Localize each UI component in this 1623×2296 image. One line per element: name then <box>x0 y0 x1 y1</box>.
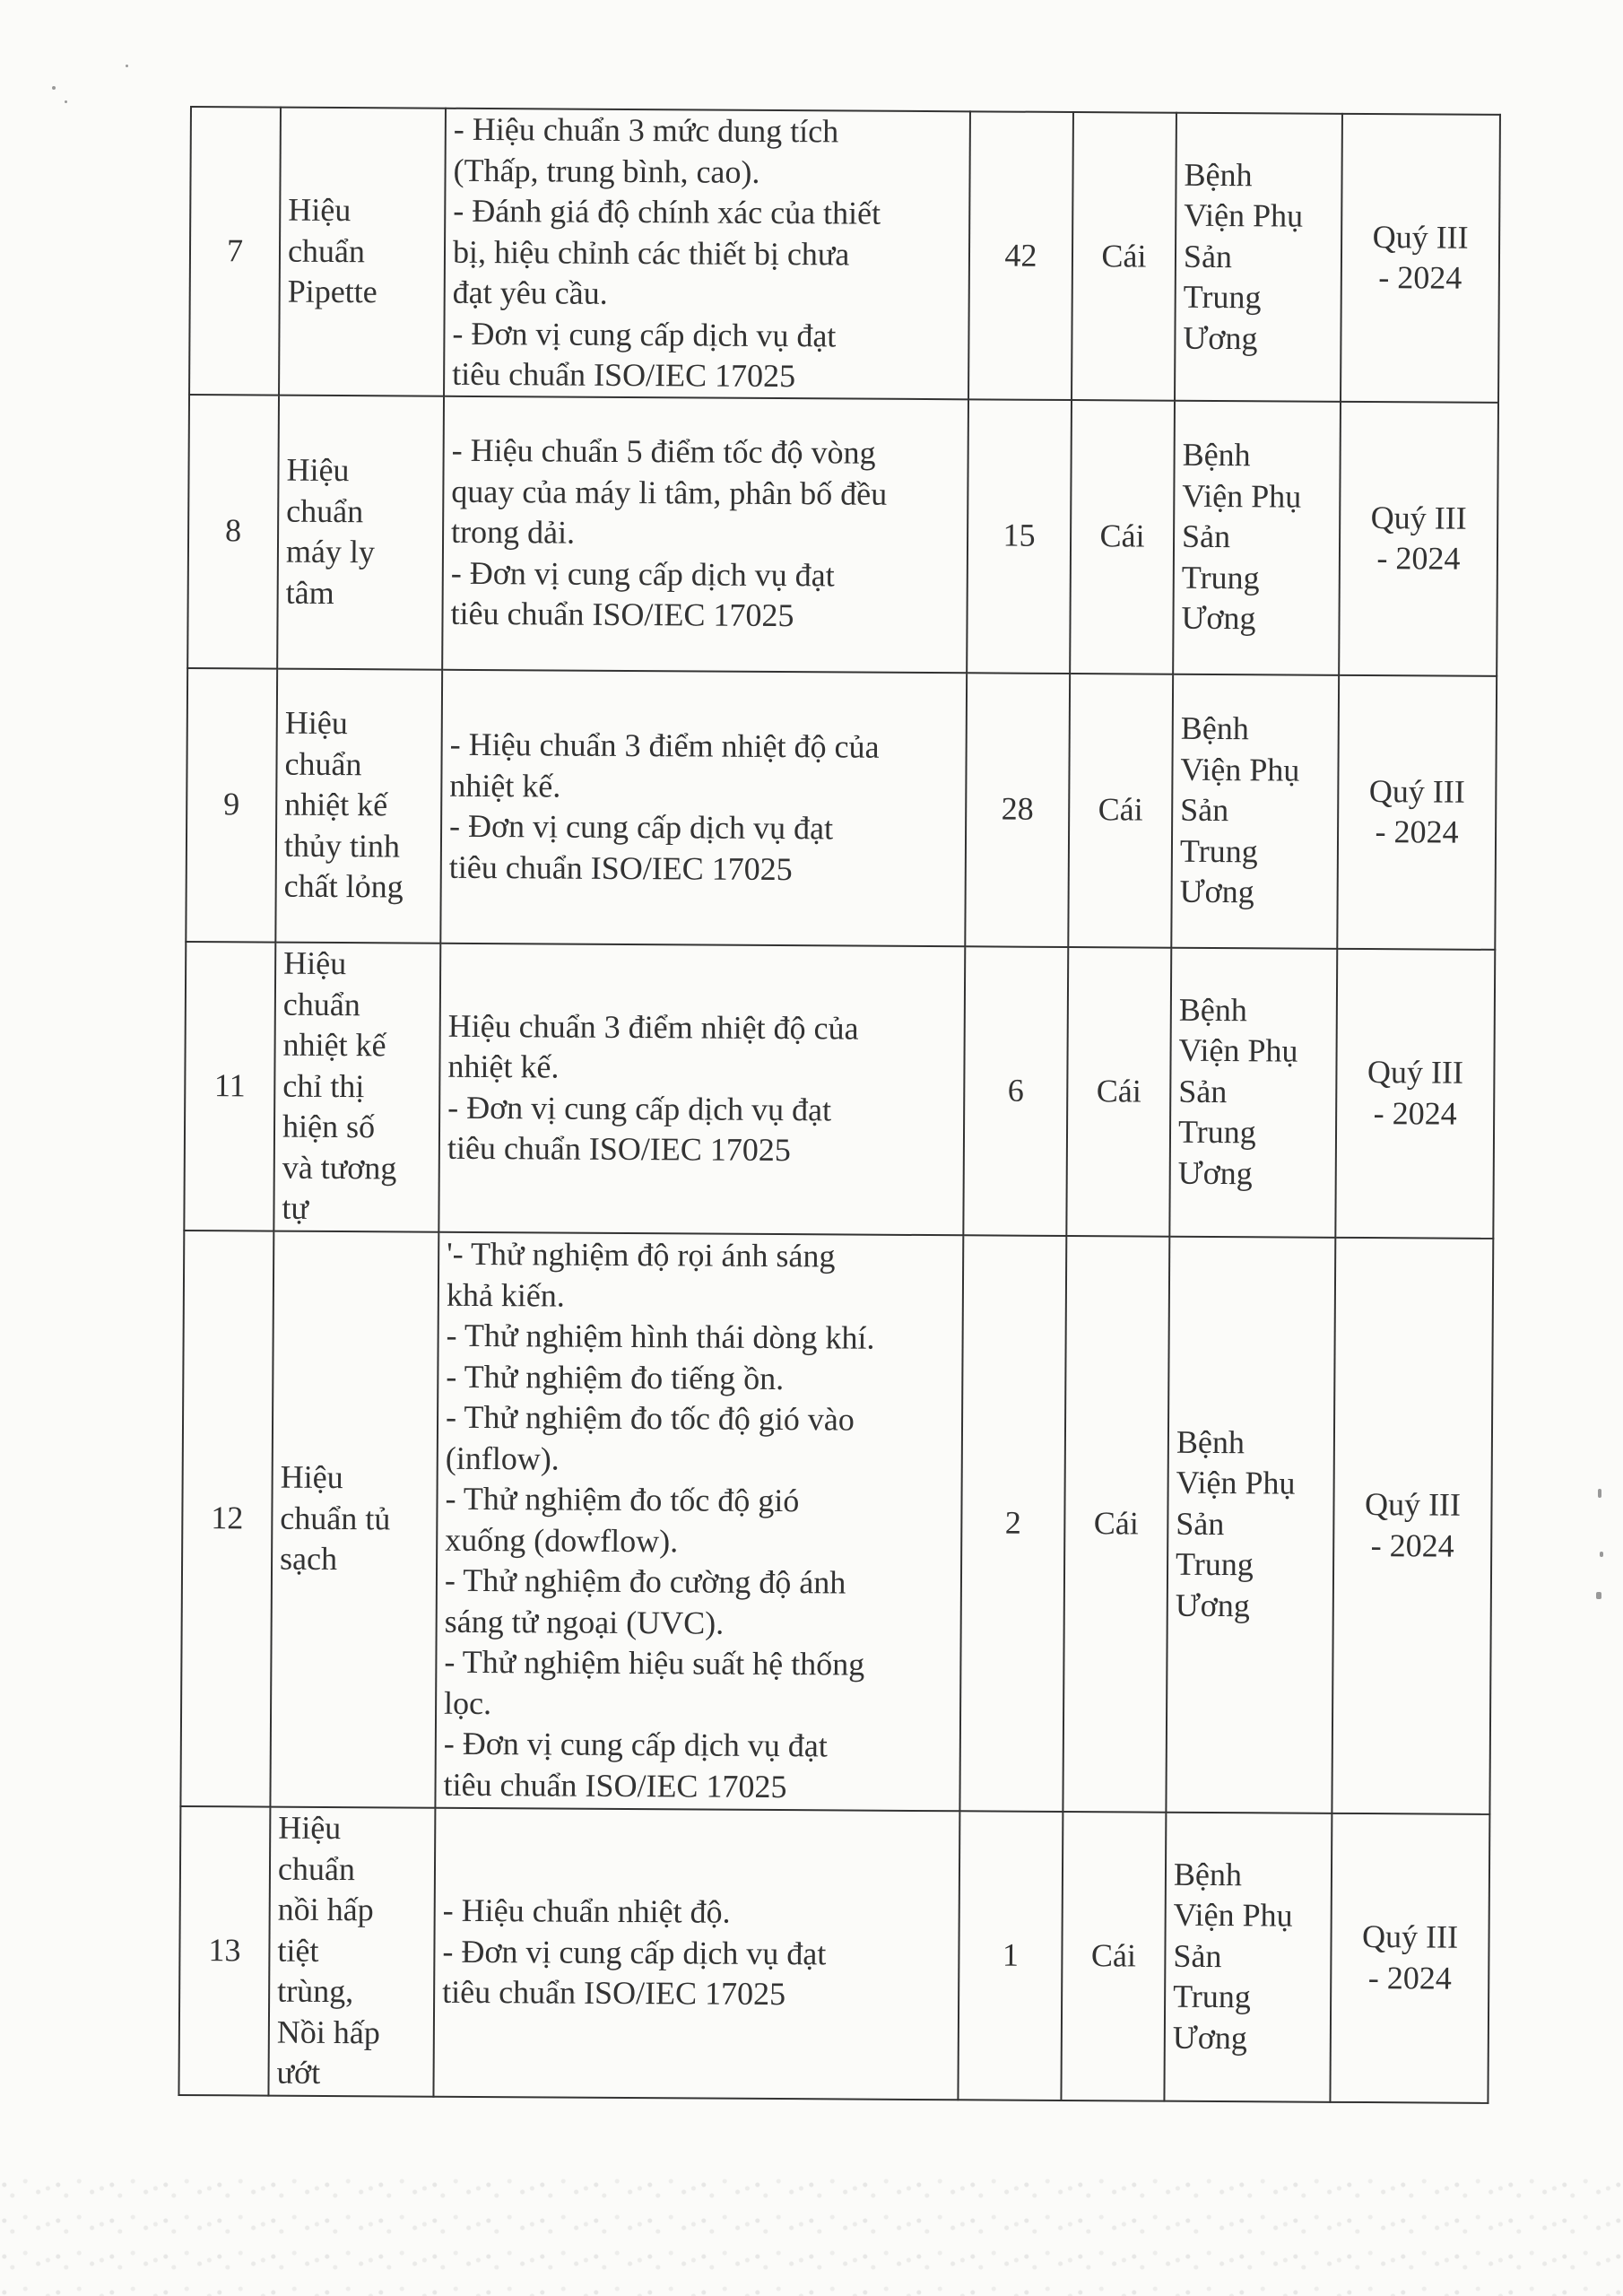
item-name: Hiệu chuẩn nhiệt kế thủy tinh chất lỏng <box>275 668 442 943</box>
table-row <box>180 1230 1493 1813</box>
item-time: Quý III - 2024 <box>1330 1813 1489 2102</box>
table-row <box>187 395 1498 676</box>
item-location: Bệnh Viện Phụ Sản Trung Ương <box>1166 1236 1335 1813</box>
item-unit: Cái <box>1066 946 1171 1236</box>
row-number: 13 <box>178 1805 270 2095</box>
row-number: 8 <box>187 395 279 669</box>
item-location: Bệnh Viện Phụ Sản Trung Ương <box>1171 674 1339 948</box>
item-name: Hiệu chuẩn nhiệt kế chỉ thị hiện số và tương tự <box>273 942 440 1231</box>
item-quantity: 42 <box>968 111 1073 399</box>
item-unit: Cái <box>1070 400 1175 674</box>
item-quantity: 6 <box>963 946 1068 1236</box>
item-location: Bệnh Viện Phụ Sản Trung Ương <box>1173 400 1341 674</box>
row-number: 11 <box>184 941 275 1231</box>
item-unit: Cái <box>1061 1811 1166 2100</box>
item-description: Hiệu chuẩn 3 điểm nhiệt độ của nhiệt kế. - Đơn vị cung cấp dịch vụ đạt tiêu chuẩn ISO/IEC 17025 <box>438 943 965 1235</box>
item-quantity: 28 <box>965 673 1070 947</box>
item-name: Hiệu chuẩn tủ sạch <box>270 1231 438 1807</box>
item-quantity: 15 <box>967 399 1072 674</box>
item-location: Bệnh Viện Phụ Sản Trung Ương <box>1175 113 1342 402</box>
table-row <box>184 941 1495 1238</box>
scan-speck <box>126 65 128 67</box>
row-number: 12 <box>180 1230 273 1806</box>
item-unit: Cái <box>1072 112 1176 400</box>
row-number: 7 <box>189 107 281 395</box>
scan-speck <box>1600 1552 1603 1557</box>
item-location: Bệnh Viện Phụ Sản Trung Ương <box>1169 947 1337 1237</box>
item-quantity: 1 <box>958 1811 1063 2100</box>
item-time: Quý III - 2024 <box>1337 674 1497 949</box>
scan-speck <box>1598 1489 1601 1498</box>
item-unit: Cái <box>1063 1235 1169 1812</box>
table-row <box>189 107 1500 402</box>
scan-speck <box>52 86 56 90</box>
item-time: Quý III - 2024 <box>1332 1237 1493 1813</box>
item-description: - Hiệu chuẩn 5 điểm tốc độ vòng quay của máy li tâm, phân bố đều trong dải. - Đơn vị cung cấp dịch vụ đạt tiêu chuẩn ISO/IEC 17025 <box>442 396 968 673</box>
scan-speck <box>65 100 67 103</box>
item-name: Hiệu chuẩn máy ly tâm <box>277 395 444 669</box>
item-location: Bệnh Viện Phụ Sản Trung Ương <box>1164 1812 1332 2101</box>
calibration-table <box>178 106 1501 2103</box>
item-quantity: 2 <box>959 1235 1066 1812</box>
item-description: - Hiệu chuẩn 3 mức dung tích (Thấp, trung bình, cao). - Đánh giá độ chính xác của thiết bị, hiệu chỉnh các thiết bị chưa đạt yêu cầu. - Đơn vị cung cấp dịch vụ đạt tiêu chuẩn ISO/IEC 17025 <box>444 109 970 399</box>
item-description: - Hiệu chuẩn nhiệt độ. - Đơn vị cung cấp dịch vụ đạt tiêu chuẩn ISO/IEC 17025 <box>433 1807 959 2100</box>
scan-noise-strip <box>0 2170 1623 2296</box>
table-row <box>178 1805 1489 2102</box>
row-number: 9 <box>186 667 277 942</box>
item-unit: Cái <box>1068 674 1173 948</box>
item-time: Quý III - 2024 <box>1339 401 1498 675</box>
item-description: - Hiệu chuẩn 3 điểm nhiệt độ của nhiệt kế. - Đơn vị cung cấp dịch vụ đạt tiêu chuẩn ISO/IEC 17025 <box>440 669 967 946</box>
scan-speck <box>1596 1592 1601 1599</box>
table-row <box>186 667 1497 949</box>
item-time: Quý III - 2024 <box>1335 948 1495 1238</box>
item-name: Hiệu chuẩn nồi hấp tiệt trùng, Nồi hấp ướt <box>268 1806 435 2096</box>
item-description: '- Thử nghiệm độ rọi ánh sáng khả kiến. - Thử nghiệm hình thái dòng khí. - Thử nghiệm đo tiếng ồn. - Thử nghiệm đo tốc độ gió vào (inflow). - Thử nghiệm đo tốc độ gió xuống (dowflow). - Thử nghiệm đo cường độ ánh sáng tử ngoại (UVC). - Thử nghiệm hiệu suất hệ thống lọc. - Đơn vị cung cấp dịch vụ đạt tiêu chuẩn ISO/IEC 17025 <box>435 1231 963 1811</box>
item-time: Quý III - 2024 <box>1341 114 1500 403</box>
item-name: Hiệu chuẩn Pipette <box>279 108 446 396</box>
